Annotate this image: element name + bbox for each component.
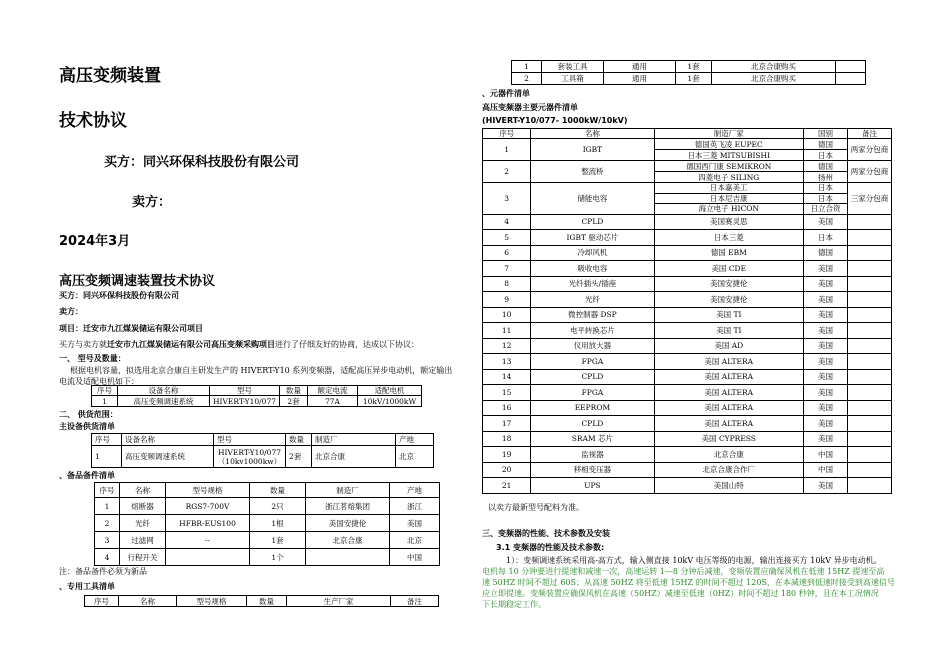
component-cell: 电平转换芯片 <box>531 323 654 339</box>
component-cell: 美国 <box>804 292 848 308</box>
performance-green-2: 速 50HZ 时间不超过 60S；从高速 50HZ 将至低速 15HZ 的时间不超过 120S，在本减速到低速时接受到高速信号 <box>482 578 895 587</box>
component-cell: 19 <box>483 447 531 463</box>
component-cell: 美国 <box>804 276 848 292</box>
component-cell: 美国 <box>804 307 848 323</box>
component-cell <box>847 354 891 370</box>
component-note: 三家分包商 <box>847 183 891 215</box>
component-note-line: 以卖方最新型号配料为准。 <box>488 503 584 512</box>
component-maker: 海立电子 HICON <box>654 204 804 215</box>
doc-title-1: 高压变频装置 <box>59 66 161 86</box>
component-table-header: 备注 <box>847 129 891 139</box>
component-cell <box>847 307 891 323</box>
spare-table <box>94 482 440 566</box>
component-cell: 德国 EBM <box>654 245 804 261</box>
component-cell: CPLD <box>531 416 654 432</box>
component-cell: 美国 ALTERA <box>654 385 804 401</box>
spare-table-header: 产地 <box>390 483 440 498</box>
component-cell: 12 <box>483 338 531 354</box>
section-3-heading: 三、变频器的性能、技术参数及安装 <box>482 529 610 538</box>
component-cell: 美国 <box>804 354 848 370</box>
component-cell: 美国 ALTERA <box>654 354 804 370</box>
component-maker: 日本三菱 MITSUBISHI <box>654 150 804 161</box>
component-cell: 美国 <box>804 478 848 494</box>
component-row <box>483 276 892 292</box>
component-row <box>483 478 892 494</box>
component-maker: 德国英飞凌 EUPEC <box>654 139 804 150</box>
doc-title-2: 技术协议 <box>59 111 127 131</box>
component-cell: 9 <box>483 292 531 308</box>
tool-table-header: 生产厂家 <box>287 596 391 607</box>
component-cell: 美国 ALTERA <box>654 400 804 416</box>
component-cell <box>847 214 891 230</box>
model-table-cell: 2套 <box>280 396 308 407</box>
spare-table-cell: 过滤网 <box>120 532 166 549</box>
performance-green-1: 电机每 10 分钟要进行提速和减速一次，高速运转 1—8 分钟后减速，变频装置应确保风机在低速 15HZ 提速至高 <box>482 567 885 576</box>
intro-text-project: 迁安市九江煤炭储运有限公司高压变频采购项目 <box>107 340 275 349</box>
spare-table-header: 型号规格 <box>166 483 250 498</box>
model-table-header: 设备名称 <box>118 386 210 396</box>
component-table-header: 名称 <box>531 129 654 139</box>
component-list-model: (HIVERT-Y10/077- 1000kW/10kV) <box>482 116 628 125</box>
spare-table-cell: 3 <box>95 532 120 549</box>
supply-model-line-2: （10kv1000kw） <box>217 456 282 466</box>
component-table <box>482 128 892 494</box>
supply-table-header: 制造厂 <box>312 434 396 446</box>
spare-note: 注：备品备件必须为新品 <box>59 567 147 576</box>
component-row <box>483 462 892 478</box>
component-cell: FPGA <box>531 385 654 401</box>
component-cell <box>847 261 891 277</box>
component-simple-rows <box>483 214 892 493</box>
component-maker: 日本尼吉康 <box>654 193 804 204</box>
component-cell: 冷却风机 <box>531 245 654 261</box>
supply-table-cell: 北京 <box>396 446 434 468</box>
supply-table-cell: 北京合康 <box>312 446 396 468</box>
component-row <box>483 354 892 370</box>
component-cell <box>847 462 891 478</box>
tool-table-cell: 套装工具 <box>542 61 604 73</box>
spare-table-cell: 4 <box>95 549 120 566</box>
component-no: 3 <box>483 183 531 215</box>
component-cell <box>847 431 891 447</box>
component-cell <box>847 276 891 292</box>
component-cell: 美国 TI <box>654 323 804 339</box>
component-cell: 16 <box>483 400 531 416</box>
component-row <box>483 214 892 230</box>
seller-line: 卖方： <box>132 195 172 210</box>
component-cell <box>847 400 891 416</box>
component-cell <box>847 369 891 385</box>
component-cell: 美国 <box>804 261 848 277</box>
tool-table-cell <box>836 61 866 73</box>
component-cell: 美国 <box>804 214 848 230</box>
component-country: 日立合资 <box>804 204 848 215</box>
spare-table-cell <box>306 549 390 566</box>
spare-table-header: 制造厂 <box>306 483 390 498</box>
tool-table-header: 数量 <box>247 596 287 607</box>
component-row <box>483 385 892 401</box>
component-row <box>483 447 892 463</box>
tool-table-rows <box>511 60 866 85</box>
component-table-header: 国别 <box>804 129 848 139</box>
spare-table-cell: RGS7-700V <box>166 498 250 515</box>
component-country: 扬州 <box>804 172 848 183</box>
component-no: 1 <box>483 139 531 161</box>
component-cell: 14 <box>483 369 531 385</box>
component-cell: 7 <box>483 261 531 277</box>
performance-para-1: 1）：变频调速系统采用高-高方式，输入侧直接 10kV 电压等级的电源，输出连接买方 10kV 异步电动机。 <box>506 556 882 565</box>
supply-table-cell: 2套 <box>286 446 312 468</box>
component-cell: 美国 <box>804 385 848 401</box>
component-cell: 美国 AD <box>654 338 804 354</box>
component-cell: 北京合康合作厂 <box>654 462 804 478</box>
tool-table-header-row <box>84 595 439 607</box>
component-row <box>483 261 892 277</box>
tool-title: 、专用工具清单 <box>59 582 115 591</box>
spare-table-cell: 1 <box>95 498 120 515</box>
component-cell: 美国 <box>804 400 848 416</box>
model-table-header: 适配电机 <box>358 386 422 396</box>
spare-table-cell: 浙江 <box>390 498 440 515</box>
seller-small: 卖方： <box>59 307 83 316</box>
component-cell: 美国赛灵思 <box>654 214 804 230</box>
component-cell: 15 <box>483 385 531 401</box>
spare-table-cell <box>166 549 250 566</box>
component-cell: 美国 <box>804 338 848 354</box>
tool-table-cell: 北京合康购买 <box>712 73 836 85</box>
tool-table-cell: 1 <box>512 61 542 73</box>
component-list-title: 、元器件清单 <box>482 89 530 98</box>
supply-table-header: 序号 <box>92 434 122 446</box>
tool-table-cell: 1套 <box>676 73 712 85</box>
component-cell: 美国 <box>804 323 848 339</box>
component-cell <box>847 245 891 261</box>
component-cell <box>847 416 891 432</box>
section-1-text-1: 根据电机容量，拟选用北京合康自主研发生产的 HIVERT-Y10 系列变频器，适配高压异步电动机，额定输出 <box>70 366 453 375</box>
supply-model-line-1: HIVERT-Y10/077 <box>218 447 281 457</box>
component-row <box>483 369 892 385</box>
spare-table-cell: 浙江茗熔集团 <box>306 498 390 515</box>
spare-table-cell: 中国 <box>390 549 440 566</box>
component-cell: 美国 TI <box>654 307 804 323</box>
component-cell: 中国 <box>804 462 848 478</box>
component-table-header: 序号 <box>483 129 531 139</box>
component-cell: 美国安捷伦 <box>654 276 804 292</box>
component-cell: 18 <box>483 431 531 447</box>
component-cell: SRAM 芯片 <box>531 431 654 447</box>
intro-text-c: 进行了仔细友好的协商，达成以下协议： <box>275 340 419 349</box>
component-country: 日本 <box>804 150 848 161</box>
tool-table-cell: 通用 <box>604 73 676 85</box>
spare-table-cell: 美国安捷伦 <box>306 515 390 532</box>
component-cell: 13 <box>483 354 531 370</box>
tool-table-cell <box>836 73 866 85</box>
component-cell: 美国 <box>804 431 848 447</box>
component-cell: 光纤 <box>531 292 654 308</box>
component-country: 日本 <box>804 193 848 204</box>
component-cell: 吸收电容 <box>531 261 654 277</box>
spare-table-cell: 北京 <box>390 532 440 549</box>
spare-table-cell: 美国 <box>390 515 440 532</box>
component-note: 两家分包商 <box>847 139 891 161</box>
buyer-line: 买方：同兴环保科技股份有限公司 <box>104 155 300 170</box>
component-maker: 德国西门康 SEMIKRON <box>654 161 804 172</box>
component-row <box>483 416 892 432</box>
tool-table-header: 名称 <box>119 596 177 607</box>
component-cell <box>847 385 891 401</box>
component-no: 2 <box>483 161 531 183</box>
component-cell <box>847 447 891 463</box>
spare-table-header: 名称 <box>120 483 166 498</box>
performance-green-3: 应立即提速。变频装置应确保风机在高速（50HZ）减速至低速（0HZ）时间不超过 180 秒钟，且在本工况情况 <box>482 589 879 598</box>
component-cell: 6 <box>483 245 531 261</box>
model-table-cell: 10kV/1000kW <box>358 396 422 407</box>
component-list-subtitle: 高压变频器主要元器件清单 <box>482 103 578 112</box>
buyer-small: 买方：同兴环保科技股份有限公司 <box>59 291 179 300</box>
component-cell: 移相变压器 <box>531 462 654 478</box>
tool-table-cell: 通用 <box>604 61 676 73</box>
component-note: 两家分包商 <box>847 161 891 183</box>
component-maker: 日本嘉美工 <box>654 183 804 194</box>
model-table-header: 序号 <box>92 386 118 396</box>
spare-table-cell: 北京合康 <box>306 532 390 549</box>
component-cell: 美国安捷伦 <box>654 292 804 308</box>
component-cell: UPS <box>531 478 654 494</box>
component-cell: 5 <box>483 230 531 246</box>
component-cell: IGBT 驱动芯片 <box>531 230 654 246</box>
spare-table-cell: 2只 <box>250 498 306 515</box>
component-cell: 美国 CDE <box>654 261 804 277</box>
component-cell: 德国 <box>804 245 848 261</box>
spare-table-cell: HFBR-EUS100 <box>166 515 250 532</box>
spare-table-cell: 1根 <box>250 515 306 532</box>
component-cell: CPLD <box>531 369 654 385</box>
component-row <box>483 323 892 339</box>
model-table-cell: 1 <box>92 396 118 407</box>
section-2-heading: 二、 供货范围： <box>59 410 118 419</box>
spare-table-cell: 2 <box>95 515 120 532</box>
spare-table-cell: 行程开关 <box>120 549 166 566</box>
model-table-header: 数量 <box>280 386 308 396</box>
spare-table-cell: -- <box>166 532 250 549</box>
component-row <box>483 307 892 323</box>
component-row <box>483 230 892 246</box>
component-row <box>483 245 892 261</box>
component-table-header: 制造厂家 <box>654 129 804 139</box>
model-table-cell: 77A <box>308 396 358 407</box>
component-cell: EEPROM <box>531 400 654 416</box>
component-row <box>483 338 892 354</box>
supply-table-cell: 高压变频调速系统 <box>122 446 214 468</box>
model-table-cell: HIVERT-Y10/077 <box>210 396 280 407</box>
component-cell: 日本三菱 <box>654 230 804 246</box>
spare-title: 、备品备件清单 <box>59 471 115 480</box>
supply-table-cell: 1 <box>92 446 122 468</box>
component-cell: 17 <box>483 416 531 432</box>
tool-table-header: 型号规格 <box>177 596 247 607</box>
tool-table-header: 序号 <box>85 596 119 607</box>
supply-table-header: 产地 <box>396 434 434 446</box>
spare-table-cell: 熔断器 <box>120 498 166 515</box>
component-cell: FPGA <box>531 354 654 370</box>
model-table <box>91 385 422 407</box>
component-cell: 中国 <box>804 447 848 463</box>
component-country: 日本 <box>804 183 848 194</box>
component-row <box>483 400 892 416</box>
component-cell <box>847 338 891 354</box>
component-cell: 8 <box>483 276 531 292</box>
component-cell: 美国 <box>804 416 848 432</box>
supply-table-header: 数量 <box>286 434 312 446</box>
section-1-heading: 一、 型号及数量： <box>59 354 126 363</box>
model-table-cell: 高压变频调速系统 <box>118 396 210 407</box>
spare-table-header: 序号 <box>95 483 120 498</box>
component-cell: 美国 ALTERA <box>654 416 804 432</box>
section-1-text-2: 电流及适配电机如下： <box>59 377 139 386</box>
component-cell: 光纤插头/插座 <box>531 276 654 292</box>
component-cell: 21 <box>483 478 531 494</box>
intro-line <box>59 340 419 350</box>
component-cell: 监视器 <box>531 447 654 463</box>
model-table-header: 额定电流 <box>308 386 358 396</box>
spare-table-cell: 光纤 <box>120 515 166 532</box>
component-name: 整流桥 <box>531 161 654 183</box>
component-cell <box>847 323 891 339</box>
component-cell: 4 <box>483 214 531 230</box>
project-line: 项目：迁安市九江煤炭储运有限公司项目 <box>59 324 203 333</box>
supply-table-cell <box>214 446 286 468</box>
intro-text-a: 买方与卖方就 <box>59 340 107 349</box>
component-cell: 仪用放大器 <box>531 338 654 354</box>
component-cell <box>847 230 891 246</box>
component-country: 德国 <box>804 139 848 150</box>
component-row <box>483 431 892 447</box>
spare-table-cell: 1个 <box>250 549 306 566</box>
component-row <box>483 292 892 308</box>
component-cell: 北京合康 <box>654 447 804 463</box>
component-cell: 11 <box>483 323 531 339</box>
component-cell: 美国 <box>804 369 848 385</box>
supply-table-header: 设备名称 <box>122 434 214 446</box>
main-supply-title: 主设备供货清单 <box>59 422 115 431</box>
section-3-1-heading: 3.1 变频器的性能及技术参数: <box>496 543 605 552</box>
component-cell: 美国 CYPRESS <box>654 431 804 447</box>
component-cell: CPLD <box>531 214 654 230</box>
component-name: 储能电容 <box>531 183 654 215</box>
supply-table <box>91 433 434 468</box>
tool-table-cell: 工具箱 <box>542 73 604 85</box>
component-name: IGBT <box>531 139 654 161</box>
agreement-subtitle: 高压变频调速装置技术协议 <box>59 274 216 289</box>
tool-table-cell: 1套 <box>676 61 712 73</box>
spare-table-cell: 1套 <box>250 532 306 549</box>
tool-table-cell: 北京合康购买 <box>712 61 836 73</box>
tool-table-header: 备注 <box>391 596 439 607</box>
model-table-header: 型号 <box>210 386 280 396</box>
component-cell: 美国山特 <box>654 478 804 494</box>
supply-table-header: 型号 <box>214 434 286 446</box>
component-maker: 四菱电子 SILING <box>654 172 804 183</box>
component-cell: 20 <box>483 462 531 478</box>
component-cell <box>847 292 891 308</box>
component-cell: 10 <box>483 307 531 323</box>
component-country: 德国 <box>804 161 848 172</box>
doc-date: 2024年3月 <box>59 234 131 249</box>
component-cell: 微控制器 DSP <box>531 307 654 323</box>
component-cell: 美国 ALTERA <box>654 369 804 385</box>
performance-green-4: 下长期稳定工作。 <box>482 600 546 609</box>
component-cell: 日本 <box>804 230 848 246</box>
tool-table-cell: 2 <box>512 73 542 85</box>
spare-table-header: 数量 <box>250 483 306 498</box>
component-cell <box>847 478 891 494</box>
